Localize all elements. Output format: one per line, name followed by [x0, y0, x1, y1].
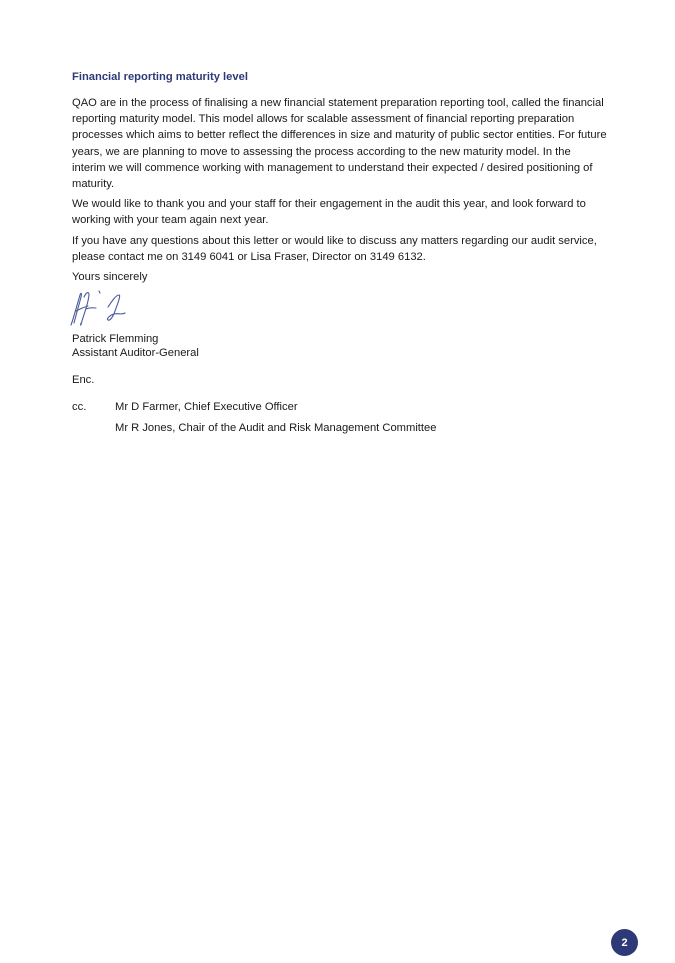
paragraph-maturity-model: QAO are in the process of finalising a new financial statement preparation reporting tool, called the financial reporting maturity model. This model allows for scalable assessment of financial reporting preparation processes which aims to better reflect the differences in size and maturity of public sector entities. For future years, we are planning to move to assessing the process according to the new maturity model. In the interim we will commence working with management to understand their expected / desired positioning of maturity. — [72, 97, 607, 191]
cc-recipient-list — [115, 400, 436, 442]
cc-label: cc. — [72, 401, 87, 414]
signer-name: Patrick Flemming — [72, 333, 159, 346]
signer-title: Assistant Auditor-General — [72, 347, 199, 360]
page-number-badge: 2 — [611, 929, 638, 956]
paragraph-contact: If you have any questions about this letter or would like to discuss any matters regarding our audit service, please contact me on 3149 6041 or Lisa Fraser, Director on 3149 6132. — [72, 234, 597, 263]
handwritten-signature — [68, 287, 130, 329]
closing-salutation: Yours sincerely — [72, 271, 148, 284]
enclosure-note: Enc. — [72, 374, 95, 387]
paragraph-thanks: We would like to thank you and your staff for their engagement in the audit this year, and look forward to working with your team again next year. — [72, 198, 586, 227]
signer-block — [72, 332, 607, 360]
cc-block — [72, 400, 607, 442]
cc-recipient: Mr R Jones, Chair of the Audit and Risk Management Committee — [115, 422, 437, 435]
letter-page — [72, 70, 607, 442]
section-heading: Financial reporting maturity level — [72, 71, 248, 83]
cc-recipient: Mr D Farmer, Chief Executive Officer — [115, 401, 298, 414]
